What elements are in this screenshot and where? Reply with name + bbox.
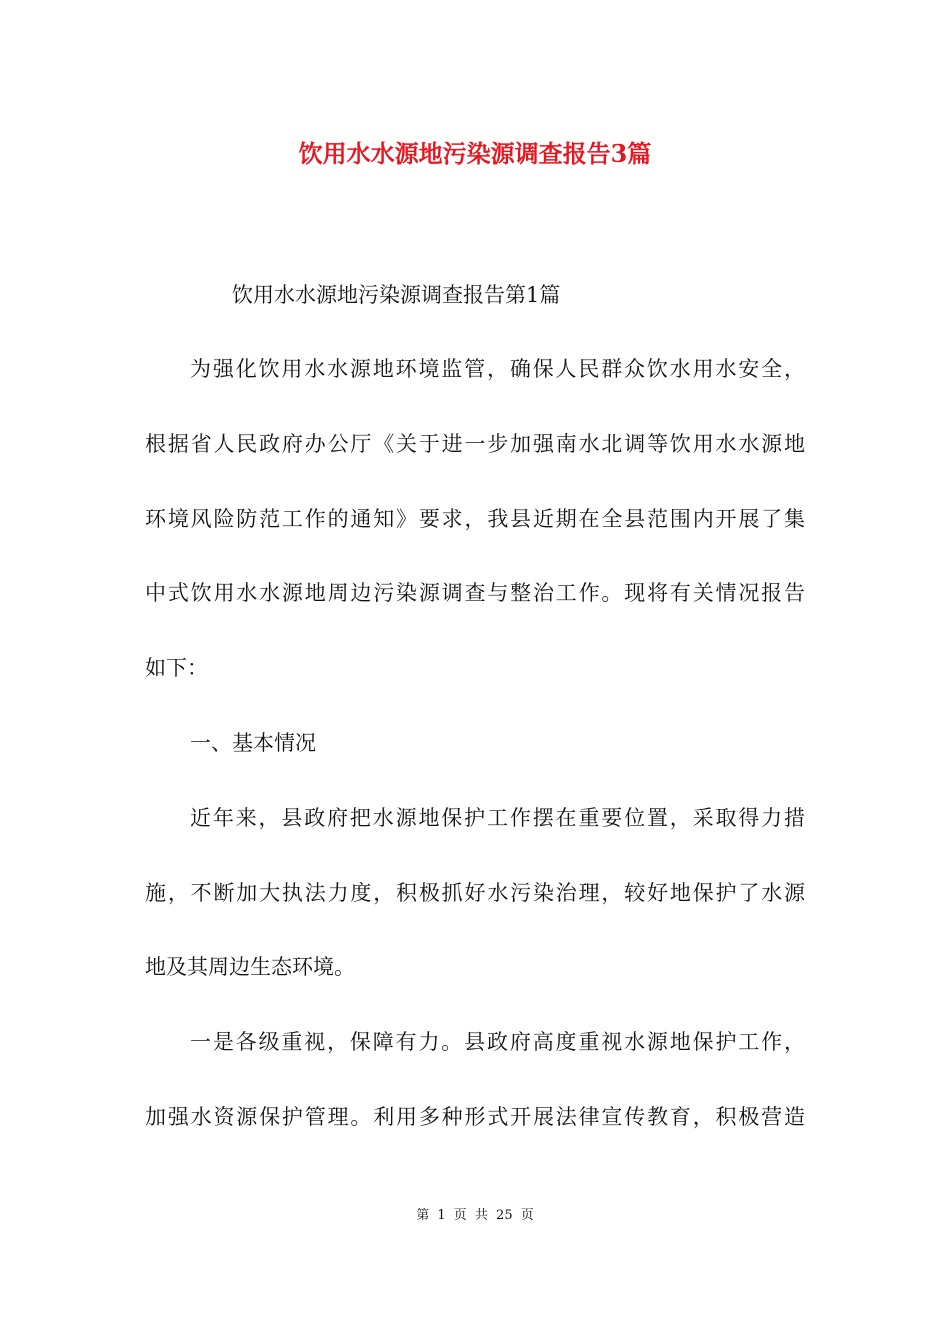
paragraph-line: 根据省人民政府办公厅《关于进一步加强南水北调等饮用水水源地 xyxy=(145,432,805,456)
paragraph-line: 一是各级重视，保障有力。县政府高度重视水源地保护工作， xyxy=(190,1030,805,1054)
paragraph-line: 环境风险防范工作的通知》要求，我县近期在全县范围内开展了集 xyxy=(145,507,805,531)
page-number: 第 1 页 共 25 页 xyxy=(416,1208,534,1223)
paragraph-line: 加强水资源保护管理。利用多种形式开展法律宣传教育，积极营造 xyxy=(145,1105,805,1129)
section-subtitle: 饮用水水源地污染源调查报告第1篇 xyxy=(232,283,561,307)
paragraph-line: 为强化饮用水水源地环境监管，确保人民群众饮水用水安全， xyxy=(190,357,805,381)
paragraph-line: 中式饮用水水源地周边污染源调查与整治工作。现将有关情况报告 xyxy=(145,581,805,605)
paragraph-line: 地及其周边生态环境。 xyxy=(145,955,355,979)
paragraph-line: 近年来，县政府把水源地保护工作摆在重要位置，采取得力措 xyxy=(190,806,805,830)
section-heading: 一、基本情况 xyxy=(190,731,316,755)
paragraph-line: 施，不断加大执法力度，积极抓好水污染治理，较好地保护了水源 xyxy=(145,881,805,905)
document-title: 饮用水水源地污染源调查报告3篇 xyxy=(298,139,652,168)
paragraph-line: 如下： xyxy=(145,656,208,680)
